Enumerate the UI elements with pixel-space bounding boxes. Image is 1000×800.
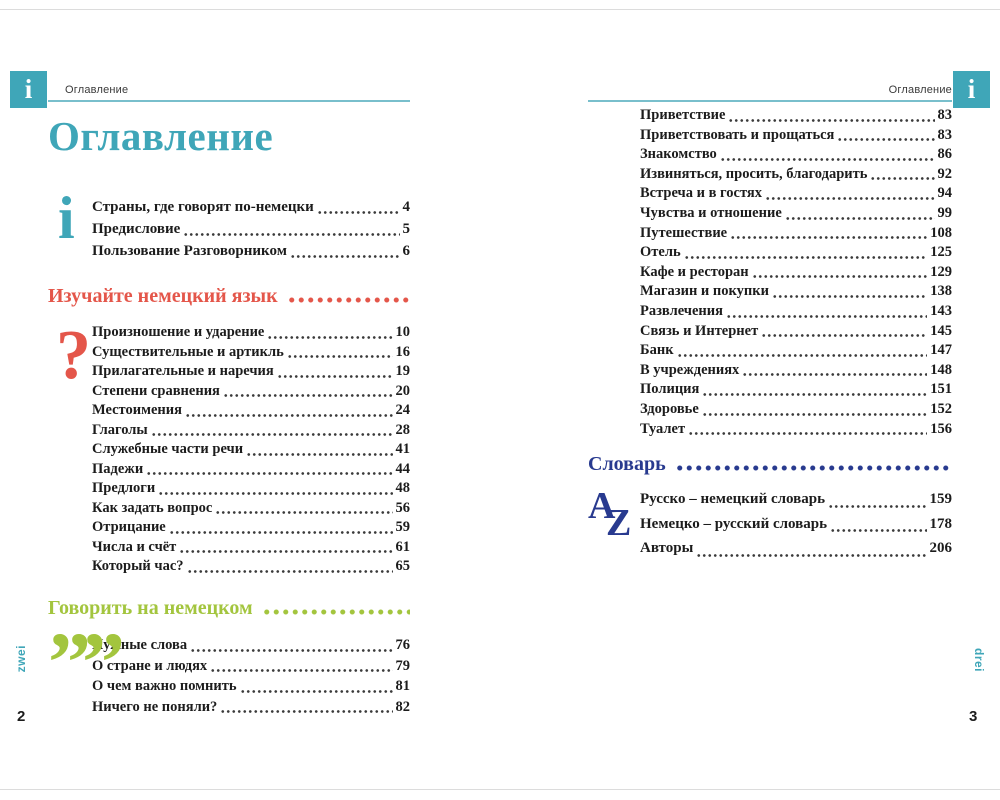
toc-entry-label: Знакомство: [640, 146, 717, 163]
info-icon: i: [967, 74, 976, 104]
toc-entry-label: О чем важно помнить: [92, 678, 237, 694]
toc-entry-label: Числа и счёт: [92, 538, 177, 555]
dotted-leader: [215, 499, 392, 519]
toc-entry: [640, 322, 952, 342]
toc-entry: [92, 518, 410, 538]
section-heading-dictionary: [588, 453, 952, 475]
toc-entry-page: 4: [402, 199, 410, 215]
dotted-leader: [726, 302, 927, 322]
toc-entry-label: Туалет: [640, 420, 686, 437]
az-icon-letter-a: A: [588, 485, 616, 527]
dotted-leader: [220, 697, 392, 718]
info-letter-icon: i: [58, 185, 75, 251]
dotted-leader: [785, 204, 935, 224]
toc-entry-page: 86: [937, 146, 952, 163]
toc-entry-page: 24: [395, 402, 410, 418]
dotted-leader: [223, 382, 393, 402]
folio-left: 2: [17, 708, 26, 725]
dotted-leader: [728, 106, 934, 126]
toc-entry-label: Пользование Разговорником: [92, 243, 287, 259]
toc-entry: [640, 145, 952, 165]
dotted-leader: [684, 243, 928, 263]
toc-entry: [640, 204, 952, 224]
toc-entry-page: 44: [395, 460, 410, 477]
toc-entry-page: 76: [395, 637, 410, 653]
toc-entry: [92, 421, 410, 441]
dotted-leader: [730, 224, 927, 244]
toc-entry-page: 20: [395, 382, 410, 399]
quotation-marks-icon: ””: [48, 614, 116, 710]
section-heading-dictionary-label: Словарь: [588, 453, 666, 475]
dotted-leader: [158, 479, 392, 499]
toc-entry: [640, 106, 952, 126]
info-corner-badge-right: [953, 71, 990, 108]
dotted-leader: [287, 343, 393, 363]
toc-entry-page: 94: [937, 185, 952, 202]
toc-entry: [92, 499, 410, 519]
dotted-leader: [151, 421, 393, 441]
toc-entry-label: Магазин и покупки: [640, 283, 769, 300]
toc-entry-label: Отель: [640, 244, 681, 261]
toc-entry-page: 83: [937, 107, 952, 123]
toc-entry: [92, 635, 410, 656]
section-heading-speak-label: Говорить на немецком: [48, 597, 253, 619]
toc-entry-label: Падежи: [92, 460, 144, 477]
toc-entry: [92, 218, 410, 240]
toc-entry-page: 5: [402, 221, 410, 237]
dotted-leader: [179, 538, 392, 558]
dictionary-section: [588, 487, 952, 561]
toc-entry-label: Глаголы: [92, 421, 148, 438]
margin-label-drei: drei: [972, 648, 986, 673]
toc-entry-label: Существительные и артикль: [92, 343, 284, 360]
toc-entry: [92, 697, 410, 718]
toc-entry-label: Немецко – русский словарь: [640, 515, 828, 532]
dotted-leader: [277, 362, 393, 382]
toc-entry: [92, 440, 410, 460]
dictionary-entry-list: [640, 487, 952, 561]
toc-entry-page: 41: [395, 441, 410, 457]
speak-section: [48, 614, 410, 717]
toc-entry: [640, 536, 952, 561]
toc-entry-label: Степени сравнения: [92, 382, 220, 399]
dotted-leader: [870, 165, 934, 185]
dotted-leader: [210, 656, 392, 677]
phrases-entry-list: [640, 106, 952, 439]
toc-entry: [92, 382, 410, 402]
toc-entry-label: Путешествие: [640, 224, 728, 241]
running-header-left: Оглавление: [65, 84, 129, 96]
intro-section: [48, 185, 410, 262]
toc-entry-label: Кафе и ресторан: [640, 263, 749, 280]
toc-entry: [640, 282, 952, 302]
toc-entry-label: Служебные части речи: [92, 441, 244, 457]
toc-entry: [92, 557, 410, 577]
toc-entry-label: Произношение и ударение: [92, 324, 265, 340]
dotted-leader: [190, 635, 392, 656]
toc-entry-page: 143: [930, 302, 952, 319]
toc-entry-label: Местоимения: [92, 402, 182, 418]
toc-entry-page: 148: [930, 361, 952, 378]
toc-entry-page: 159: [929, 491, 952, 507]
dotted-leader: [830, 512, 926, 537]
toc-entry: [640, 243, 952, 263]
header-rule-right: [588, 100, 952, 102]
dotted-leader: [765, 184, 935, 204]
running-header-right: Оглавление: [888, 84, 952, 96]
dotted-leader: [146, 460, 392, 480]
margin-label-zwei: zwei: [14, 645, 28, 673]
header-rule-left: [48, 100, 410, 102]
toc-entry-page: 82: [395, 698, 410, 715]
toc-entry: [92, 323, 410, 343]
toc-entry-label: Развлечения: [640, 302, 723, 319]
dotted-leader: [246, 440, 392, 460]
toc-entry: [640, 184, 952, 204]
dotted-leader: [720, 145, 935, 165]
toc-entry-page: 6: [402, 243, 410, 259]
dotted-leader: [183, 218, 399, 240]
dotted-leader: [752, 263, 928, 283]
toc-entry: [92, 656, 410, 677]
toc-entry: [640, 380, 952, 400]
dotted-leader: [702, 400, 927, 420]
dotted-leader: [677, 341, 928, 361]
toc-entry-page: 125: [930, 244, 952, 261]
dotted-leader: [267, 323, 392, 343]
toc-entry: [92, 401, 410, 421]
toc-entry-label: Приветствовать и прощаться: [640, 126, 835, 143]
toc-entry-label: Страны, где говорят по-немецки: [92, 199, 314, 215]
dotted-leader: [240, 676, 393, 697]
toc-entry: [640, 165, 952, 185]
toc-entry-page: 79: [395, 657, 410, 674]
toc-entry: [640, 361, 952, 381]
toc-entry: [92, 538, 410, 558]
question-mark-icon: ?: [56, 317, 91, 394]
toc-entry-page: 129: [930, 263, 952, 280]
page-edge-bottom: [0, 789, 1000, 790]
toc-entry-page: 83: [937, 126, 952, 143]
toc-entry-page: 81: [395, 678, 410, 694]
toc-entry: [640, 400, 952, 420]
toc-entry-label: Авторы: [640, 540, 694, 556]
toc-entry-label: Связь и Интернет: [640, 322, 759, 339]
toc-entry-page: 61: [395, 538, 410, 555]
toc-page-title: Оглавление: [48, 113, 274, 159]
toc-entry-label: Здоровье: [640, 400, 699, 417]
toc-entry: [640, 487, 952, 512]
dotted-leader: [317, 196, 400, 218]
toc-entry-label: Банк: [640, 342, 674, 359]
toc-entry-page: 59: [395, 519, 410, 535]
toc-entry-page: 65: [395, 558, 410, 574]
dotted-leader: [696, 536, 926, 561]
dotted-leader: [828, 487, 926, 512]
az-icon-letter-z: Z: [606, 502, 632, 544]
toc-entry-label: Который час?: [92, 558, 184, 574]
toc-entry-label: О стране и людях: [92, 657, 208, 674]
dotted-leader: [742, 361, 927, 381]
toc-entry-page: 138: [930, 283, 952, 300]
intro-entry-list: [92, 196, 410, 262]
toc-entry: [640, 512, 952, 537]
toc-entry-label: Полиция: [640, 381, 700, 398]
section-heading-learn: [48, 285, 410, 307]
toc-entry-label: Прилагательные и наречия: [92, 363, 274, 379]
toc-entry: [640, 126, 952, 146]
toc-entry-label: Ничего не поняли?: [92, 698, 218, 715]
dotted-leader: [761, 322, 927, 342]
toc-entry-page: 108: [930, 224, 952, 241]
toc-entry-page: 206: [929, 540, 952, 556]
toc-entry-label: Предлоги: [92, 480, 156, 496]
toc-entry-page: 178: [929, 515, 952, 532]
learn-section: [48, 317, 410, 577]
learn-entry-list: [92, 323, 410, 577]
toc-entry-page: 16: [395, 343, 410, 360]
toc-entry: [640, 341, 952, 361]
toc-entry-page: 19: [395, 363, 410, 379]
section-heading-learn-label: Изучайте немецкий язык: [48, 285, 278, 307]
info-icon: i: [24, 74, 33, 104]
toc-entry-label: Извиняться, просить, благодарить: [640, 165, 868, 182]
dotted-leader: [187, 557, 393, 577]
speak-entry-list: [92, 635, 410, 717]
toc-entry-label: Нужные слова: [92, 637, 188, 653]
page-edge-top: [0, 9, 1000, 10]
toc-entry-label: Как задать вопрос: [92, 499, 213, 516]
dotted-leader: [702, 380, 927, 400]
toc-entry: [640, 263, 952, 283]
toc-entry-page: 99: [937, 204, 952, 221]
toc-entry-label: Чувства и отношение: [640, 204, 782, 221]
toc-entry: [92, 362, 410, 382]
folio-right: 3: [969, 708, 978, 725]
info-corner-badge-left: [10, 71, 47, 108]
toc-entry: [640, 420, 952, 440]
az-dictionary-icon: [588, 487, 638, 545]
dotted-leader: [837, 126, 934, 146]
toc-entry-page: 28: [395, 421, 410, 438]
toc-entry: [92, 343, 410, 363]
dotted-leader: [169, 518, 393, 538]
dotted-leader: [688, 420, 927, 440]
toc-entry: [92, 240, 410, 262]
toc-entry-page: 147: [930, 342, 952, 359]
toc-entry: [92, 479, 410, 499]
toc-entry: [92, 196, 410, 218]
dotted-leader: [185, 401, 393, 421]
dotted-leader: [290, 240, 400, 262]
toc-entry-label: Встреча и в гостях: [640, 185, 762, 202]
dotted-leader: [772, 282, 927, 302]
toc-entry-label: Русско – немецкий словарь: [640, 491, 826, 507]
toc-entry: [92, 676, 410, 697]
toc-entry-label: Предисловие: [92, 221, 181, 237]
toc-entry-page: 152: [930, 400, 952, 417]
toc-entry: [640, 302, 952, 322]
toc-entry-page: 56: [395, 499, 410, 516]
phrases-section: [588, 106, 952, 439]
toc-entry-label: Приветствие: [640, 107, 726, 123]
toc-entry-page: 145: [930, 322, 952, 339]
toc-entry-page: 151: [930, 381, 952, 398]
toc-entry-label: Отрицание: [92, 519, 166, 535]
toc-entry-page: 48: [395, 480, 410, 496]
toc-entry-page: 10: [395, 324, 410, 340]
toc-entry: [92, 460, 410, 480]
toc-entry-page: 92: [937, 165, 952, 182]
toc-entry-label: В учреждениях: [640, 361, 740, 378]
toc-entry: [640, 224, 952, 244]
toc-entry-page: 156: [930, 420, 952, 437]
